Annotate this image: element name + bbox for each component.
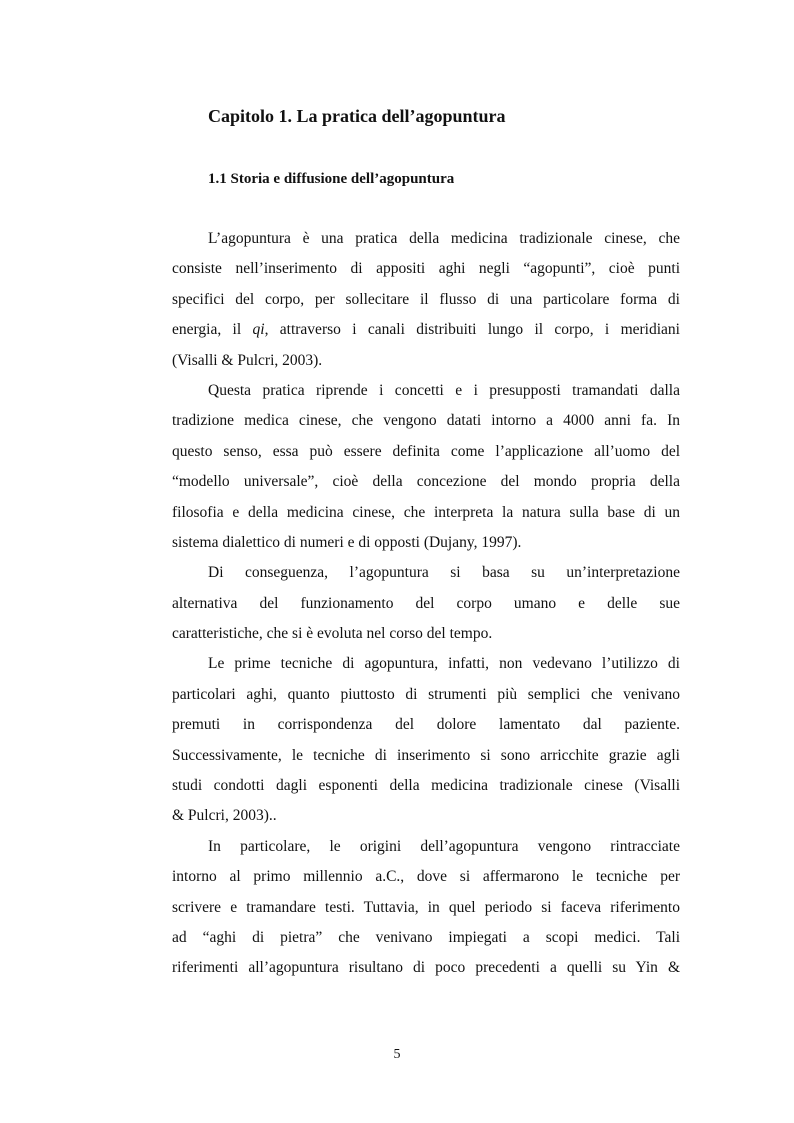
paragraph-1 (172, 224, 680, 376)
paragraph-5 (172, 832, 680, 984)
text-line: scrivere e tramandare testi. Tuttavia, in quel periodo si faceva riferimento (172, 898, 680, 916)
text-line: consiste nell’inserimento di appositi aghi negli “agopunti”, cioè punti (172, 260, 680, 278)
text-line: Successivamente, le tecniche di inserimento si sono arricchite grazie agli (172, 746, 680, 764)
text-line: (Visalli & Pulcri, 2003). (172, 351, 323, 369)
paragraph-4 (172, 649, 680, 831)
paragraph-2 (172, 376, 680, 558)
text-line: premuti in corrispondenza del dolore lamentato dal paziente. (172, 716, 680, 734)
paragraph-3 (172, 558, 680, 649)
text-segment: , attraverso i canali distribuiti lungo il corpo, i meridiani (264, 321, 680, 339)
text-line: Questa pratica riprende i concetti e i presupposti tramandati dalla (208, 381, 680, 399)
chapter-title: Capitolo 1. La pratica dell’agopuntura (208, 106, 506, 126)
text-line: intorno al primo millennio a.C., dove si affermarono le tecniche per (172, 868, 680, 886)
text-line: & Pulcri, 2003).. (172, 807, 277, 825)
text-line: tradizione medica cinese, che vengono datati intorno a 4000 anni fa. In (172, 412, 680, 430)
text-line: L’agopuntura è una pratica della medicina tradizionale cinese, che (208, 230, 680, 247)
text-line: sistema dialettico di numeri e di opposti (Dujany, 1997). (172, 533, 522, 551)
text-line: questo senso, essa può essere definita come l’applicazione all’uomo del (172, 442, 680, 460)
text-segment: energia, il (172, 321, 253, 339)
text-line: filosofia e della medicina cinese, che interpreta la natura sulla base di un (172, 503, 680, 521)
text-line: alternativa del funzionamento del corpo umano e delle sue (172, 594, 680, 612)
page-number: 5 (393, 1047, 401, 1062)
text-line: studi condotti dagli esponenti della medicina tradizionale cinese (Visalli (172, 777, 680, 795)
text-line: caratteristiche, che si è evoluta nel corso del tempo. (172, 625, 493, 643)
text-line: ad “aghi di pietra” che venivano impiegati a scopi medici. Tali (172, 928, 680, 946)
text-line: specifici del corpo, per sollecitare il flusso di una particolare forma di (172, 290, 680, 308)
text-line: “modello universale”, cioè della concezione del mondo propria della (172, 473, 680, 491)
text-line: Le prime tecniche di agopuntura, infatti, non vedevano l’utilizzo di (208, 655, 680, 673)
text-line: particolari aghi, quanto piuttosto di strumenti più semplici che venivano (172, 685, 680, 703)
text-line (172, 315, 680, 345)
text-line: In particolare, le origini dell’agopuntura vengono rintracciate (208, 837, 680, 855)
body-text (172, 224, 680, 984)
section-title: 1.1 Storia e diffusione dell’agopuntura (208, 171, 455, 187)
text-line: Di conseguenza, l’agopuntura si basa su un’interpretazione (208, 564, 680, 582)
italic-term: qi (252, 321, 265, 339)
text-line: riferimenti all’agopuntura risultano di poco precedenti a quelli su Yin & (172, 959, 680, 977)
